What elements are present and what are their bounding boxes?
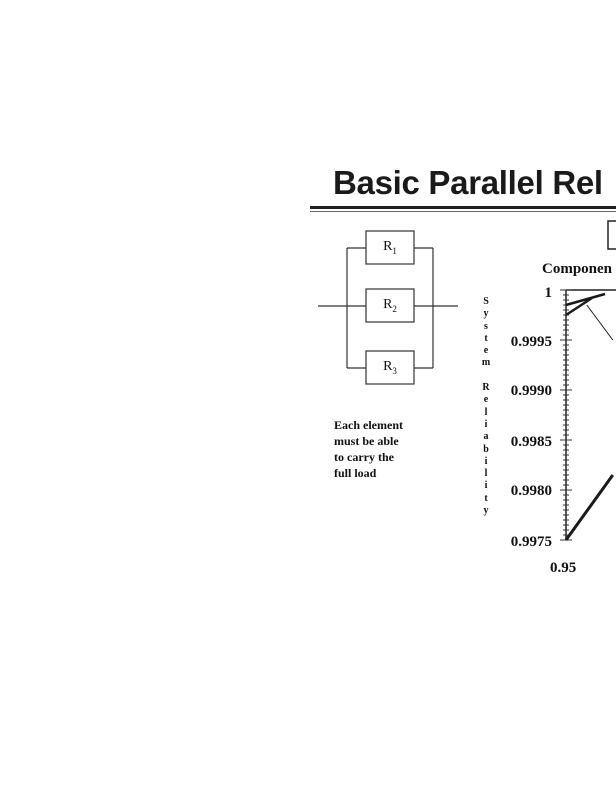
y-tick-label: 0.9985: [510, 434, 552, 450]
y-tick-label: 0.9980: [510, 483, 552, 499]
y-axis-label-char: i: [484, 418, 488, 430]
series-layer: [566, 294, 613, 540]
y-axis-label-char: t: [484, 492, 488, 504]
load-note: Each element must be able to carry the full load: [334, 418, 403, 480]
y-axis-label-char: e: [483, 345, 489, 357]
slide-title: Basic Parallel Rel: [333, 164, 603, 201]
y-axis-label-char: [480, 370, 492, 382]
y-tick-label: 0.9995: [510, 334, 552, 350]
y-axis-label-char: i: [484, 480, 488, 492]
chart-title: Componen: [542, 261, 613, 277]
y-axis-label-char: y: [483, 308, 489, 320]
series-line-3: [587, 305, 613, 340]
element-label-r2: $R_2$: [383, 297, 397, 314]
y-axis-label-char: s: [484, 320, 488, 332]
y-axis-label-char: b: [483, 443, 489, 455]
series-line-4: [566, 475, 613, 540]
y-tick-label: 0.9975: [510, 534, 552, 550]
y-axis-label-char: S: [483, 296, 489, 307]
y-axis-label-char: l: [484, 468, 488, 480]
y-tick-label: 0.9990: [510, 383, 552, 399]
element-label-r3: $R_3$: [383, 359, 397, 376]
y-tick-label: 1: [544, 285, 552, 301]
y-axis-label-char: m: [481, 357, 491, 369]
y-axis-label-char: R: [482, 382, 490, 394]
element-label-r1: $R_1$: [383, 239, 397, 256]
y-axis-label-char: i: [484, 455, 488, 467]
y-axis-label: [480, 296, 492, 517]
y-axis-label-char: t: [484, 332, 488, 344]
y-axis-label-char: e: [483, 394, 489, 406]
y-axis-label-char: a: [483, 431, 489, 443]
x-tick-label: 0.95: [550, 560, 577, 576]
y-axis-label-char: l: [484, 406, 488, 418]
legend-box: [608, 221, 616, 249]
y-axis-label-char: y: [483, 505, 489, 517]
